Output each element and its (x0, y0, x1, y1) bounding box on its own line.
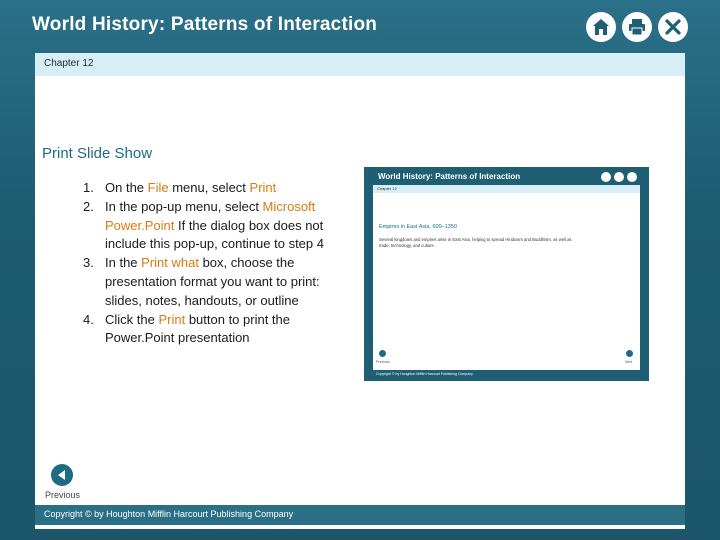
print-icon (627, 17, 647, 37)
previous-label: Previous (45, 490, 81, 500)
step-text: Click the Print button to print the Power.Point presentation (105, 311, 290, 346)
print-button[interactable] (622, 12, 652, 42)
slide-content (35, 53, 685, 529)
step-number: 3. (83, 255, 94, 271)
thumbnail-toolbar (601, 172, 637, 182)
thumbnail-prev-label: Previous (376, 360, 390, 364)
slide-title: Print Slide Show (42, 145, 153, 162)
thumbnail-title: World History: Patterns of Interaction (378, 172, 521, 181)
app-title: World History: Patterns of Interaction (32, 14, 378, 35)
thumbnail-next-icon (626, 350, 633, 357)
print-icon (614, 172, 624, 182)
steps-list (83, 179, 343, 348)
field-name: Print what (141, 255, 199, 271)
step-number: 4. (83, 311, 94, 327)
home-button[interactable] (586, 12, 616, 42)
step-text: On the File menu, select Print (105, 180, 277, 195)
footer-bar (35, 505, 685, 525)
thumbnail-heading: Empires in East Asia, 600–1350 (379, 224, 457, 230)
step-number: 2. (83, 198, 94, 214)
step-number: 1. (83, 180, 94, 195)
toolbar (586, 12, 688, 42)
copyright-text: Copyright © by Houghton Mifflin Harcourt Publishing Company (44, 509, 294, 519)
close-icon (627, 172, 637, 182)
thumbnail-body (373, 185, 640, 370)
thumbnail-next-label: Next (625, 360, 633, 364)
close-icon (663, 17, 683, 37)
home-icon (591, 17, 611, 37)
list-item (83, 311, 343, 349)
list-item (83, 254, 343, 310)
menu-name: File (147, 180, 169, 195)
thumbnail-text: Several kingdoms and empires arise in East Asia, helping to spread Hinduism and Buddhism, as well as trade, technology, and culture. (379, 237, 572, 248)
button-name: Print (158, 311, 186, 327)
thumbnail-footer: Copyright © by Houghton Mifflin Harcourt Publishing Company (376, 372, 473, 376)
chapter-label: Chapter 12 (44, 58, 94, 69)
previous-arrow-icon (56, 469, 68, 481)
list-item (83, 179, 343, 198)
thumbnail-chapter: Chapter 12 (373, 185, 640, 193)
previous-button[interactable] (51, 464, 73, 486)
close-button[interactable] (658, 12, 688, 42)
command-name: Print (249, 180, 277, 195)
option-name: Microsoft Power.Point (105, 198, 316, 233)
thumbnail-prev-icon (379, 350, 386, 357)
home-icon (601, 172, 611, 182)
step-text: In the pop-up menu, select Microsoft Power.Point If the dialog box does not include this pop-up, continue to step 4 (105, 198, 324, 252)
slide-thumbnail (364, 167, 649, 381)
list-item (83, 198, 343, 254)
step-text: In the Print what box, choose the presentation format you want to print: slides, notes, handouts, or outline (105, 255, 320, 308)
chapter-bar (35, 53, 685, 76)
